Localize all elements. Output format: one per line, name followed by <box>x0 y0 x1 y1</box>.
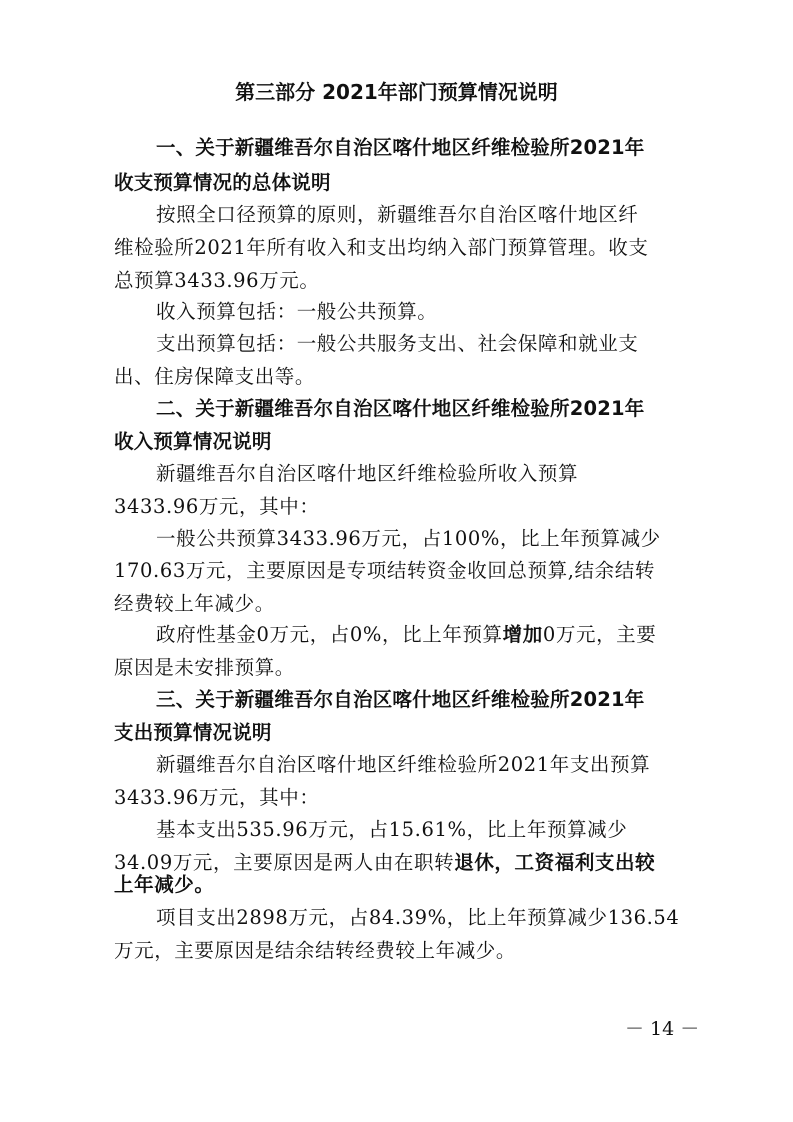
section2-paragraph3-text-bold: 增加 <box>502 623 543 646</box>
page-title: 第三部分 2021年部门预算情况说明 <box>235 80 558 104</box>
section3-paragraph3-line2: 万元，主要原因是结余结转经费较上年减少。 <box>114 939 517 962</box>
section3-heading-line1: 三、关于新疆维吾尔自治区喀什地区纤维检验所2021年 <box>156 688 645 711</box>
page-number: － 14 － <box>625 1018 700 1040</box>
section3-paragraph2-text-bold: 退休，工资福利支出较 <box>454 851 656 874</box>
section3-paragraph1-line1: 新疆维吾尔自治区喀什地区纤维检验所2021年支出预算 <box>156 753 651 776</box>
section1-paragraph3-line2: 出、住房保障支出等。 <box>114 365 316 388</box>
section2-paragraph3-text-c: 0万元，主要 <box>542 623 657 646</box>
section1-paragraph1-line2: 维检验所2021年所有收入和支出均纳入部门预算管理。收支 <box>114 236 649 259</box>
section1-paragraph3-line1: 支出预算包括：一般公共服务支出、社会保障和就业支 <box>156 332 639 355</box>
section3-heading-line2: 支出预算情况说明 <box>114 721 272 744</box>
section2-paragraph2-line2: 170.63万元，主要原因是专项结转资金收回总预算,结余结转 <box>114 559 655 582</box>
section2-paragraph2-line1: 一般公共预算3433.96万元，占100%，比上年预算减少 <box>156 527 661 550</box>
section3-paragraph2-line3: 上年减少。 <box>114 873 215 896</box>
section1-paragraph2-line1: 收入预算包括：一般公共预算。 <box>156 300 438 323</box>
section1-heading-line2: 收支预算情况的总体说明 <box>114 171 331 194</box>
section3-paragraph1-line2: 3433.96万元，其中： <box>114 786 320 809</box>
section2-paragraph1-line2: 3433.96万元，其中： <box>114 495 320 518</box>
section1-heading-line1: 一、关于新疆维吾尔自治区喀什地区纤维检验所2021年 <box>156 136 645 159</box>
section2-heading-line1: 二、关于新疆维吾尔自治区喀什地区纤维检验所2021年 <box>156 397 645 420</box>
section2-paragraph3-text-a: 政府性基金0万元，占0%，比上年预算 <box>156 623 503 646</box>
section2-paragraph3-line1 <box>156 620 716 650</box>
section2-paragraph1-line1: 新疆维吾尔自治区喀什地区纤维检验所收入预算 <box>156 462 579 485</box>
section1-paragraph1-line1: 按照全口径预算的原则，新疆维吾尔自治区喀什地区纤 <box>156 203 639 226</box>
section2-heading-line2: 收入预算情况说明 <box>114 430 272 453</box>
section3-paragraph2-text-a: 34.09万元，主要原因是两人由在职转 <box>114 851 455 874</box>
section2-paragraph3-line2: 原因是未安排预算。 <box>114 656 295 679</box>
section2-paragraph2-line3: 经费较上年减少。 <box>114 592 275 615</box>
section1-paragraph1-line3: 总预算3433.96万元。 <box>114 269 320 292</box>
section3-paragraph3-line1: 项目支出2898万元，占84.39%，比上年预算减少136.54 <box>156 906 680 929</box>
section3-paragraph2-line1: 基本支出535.96万元，占15.61%，比上年预算减少 <box>156 818 628 841</box>
